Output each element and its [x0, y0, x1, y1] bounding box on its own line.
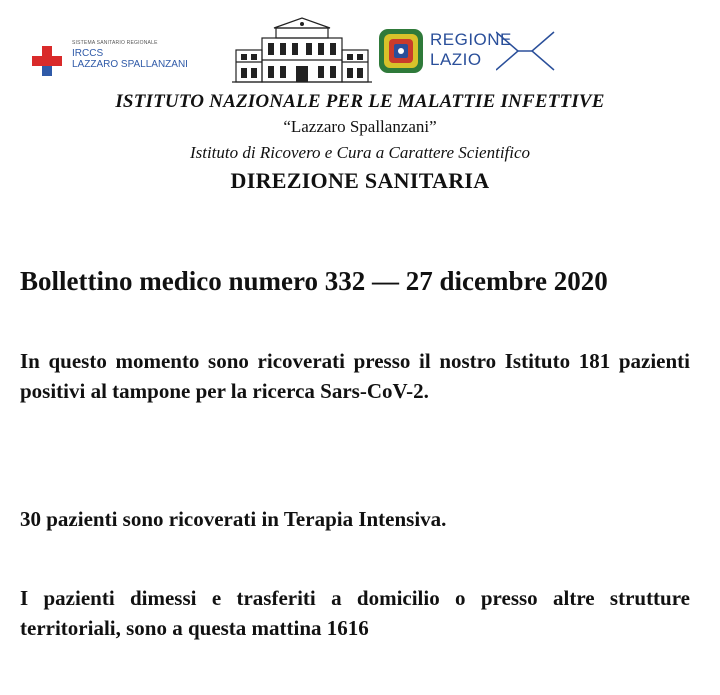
regione-label: REGIONE — [430, 30, 512, 49]
institute-heading: ISTITUTO NAZIONALE PER LE MALATTIE INFETTIVE — [115, 91, 605, 112]
institute-name: “Lazzaro Spallanzani” — [283, 117, 437, 136]
irccs-name: LAZZARO SPALLANZANI — [72, 59, 188, 70]
red-cross-icon — [32, 46, 62, 76]
irccs-logo — [32, 40, 232, 74]
lazio-label: LAZIO — [430, 50, 482, 69]
bulletin-title: Bollettino medico numero 332 — 27 dicembre 2020 — [20, 266, 608, 296]
bulletin-paragraph-1: In questo momento sono ricoverati presso il nostro Istituto 181 pazienti positivi al tampone per la ricerca Sars-CoV-2. — [20, 349, 690, 403]
institute-building-icon — [232, 16, 372, 84]
lazio-emblem-icon — [378, 28, 424, 74]
institute-subtitle: Istituto di Ricovero e Cura a Carattere Scientifico — [189, 143, 531, 162]
department-heading: DIREZIONE SANITARIA — [230, 168, 490, 193]
bulletin-paragraph-2: 30 pazienti sono ricoverati in Terapia Intensiva. — [20, 507, 447, 531]
logo-row — [0, 14, 720, 86]
irccs-small-text: SISTEMA SANITARIO REGIONALE — [72, 40, 158, 46]
lazio-chevron-icon — [496, 30, 556, 72]
bulletin-paragraph-3: I pazienti dimessi e trasferiti a domicilio o presso altre strutture territoriali, sono a questa mattina 1616 — [20, 586, 690, 640]
irccs-label: IRCCS — [72, 48, 104, 59]
regione-lazio-logo — [378, 26, 558, 76]
